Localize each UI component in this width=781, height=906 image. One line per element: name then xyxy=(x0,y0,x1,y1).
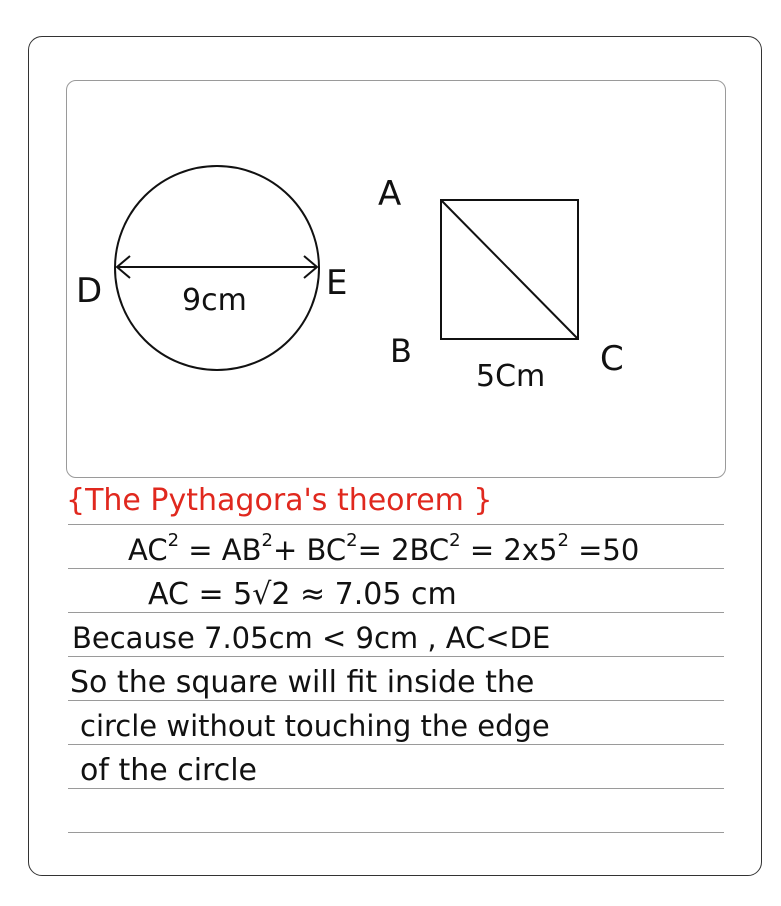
exp-2: 2 xyxy=(261,530,273,551)
comparison-line: Because 7.05cm < 9cm , AC<DE xyxy=(72,621,551,655)
eq-ab: = AB xyxy=(179,533,262,567)
eq-50: =50 xyxy=(568,533,640,567)
ruled-line xyxy=(68,656,724,657)
eq-2bc: = 2BC xyxy=(357,533,450,567)
ruled-line xyxy=(68,788,724,789)
side-label: 5Cm xyxy=(476,359,546,394)
exp-5: 2 xyxy=(557,530,569,551)
label-D: D xyxy=(76,271,103,311)
square-diagonal-AC xyxy=(441,200,578,339)
ruled-line xyxy=(68,832,724,833)
label-A: A xyxy=(378,174,402,214)
exp-1: 2 xyxy=(167,530,180,551)
ruled-line xyxy=(68,612,724,613)
conclusion-line-1: So the square will fit inside the xyxy=(70,665,535,700)
equation-line-1 xyxy=(128,532,639,565)
equation-line-2: AC = 5√2 ≈ 7.05 cm xyxy=(148,577,457,612)
eq-2x5: = 2x5 xyxy=(460,533,558,567)
exp-3: 2 xyxy=(346,530,358,551)
ruled-line xyxy=(68,744,724,745)
label-B: B xyxy=(390,332,412,370)
eq-ac: AC xyxy=(128,533,168,567)
label-C: C xyxy=(600,339,624,379)
ruled-line xyxy=(68,524,724,525)
exp-4: 2 xyxy=(449,530,461,551)
ruled-line xyxy=(68,700,724,701)
label-E: E xyxy=(326,263,348,303)
conclusion-line-3: of the circle xyxy=(80,753,258,788)
eq-bc: + BC xyxy=(272,533,347,567)
diameter-label: 9cm xyxy=(182,283,247,318)
conclusion-line-2: circle without touching the edge xyxy=(80,709,550,743)
ruled-line xyxy=(68,568,724,569)
theorem-heading: {The Pythagora's theorem } xyxy=(66,483,493,518)
